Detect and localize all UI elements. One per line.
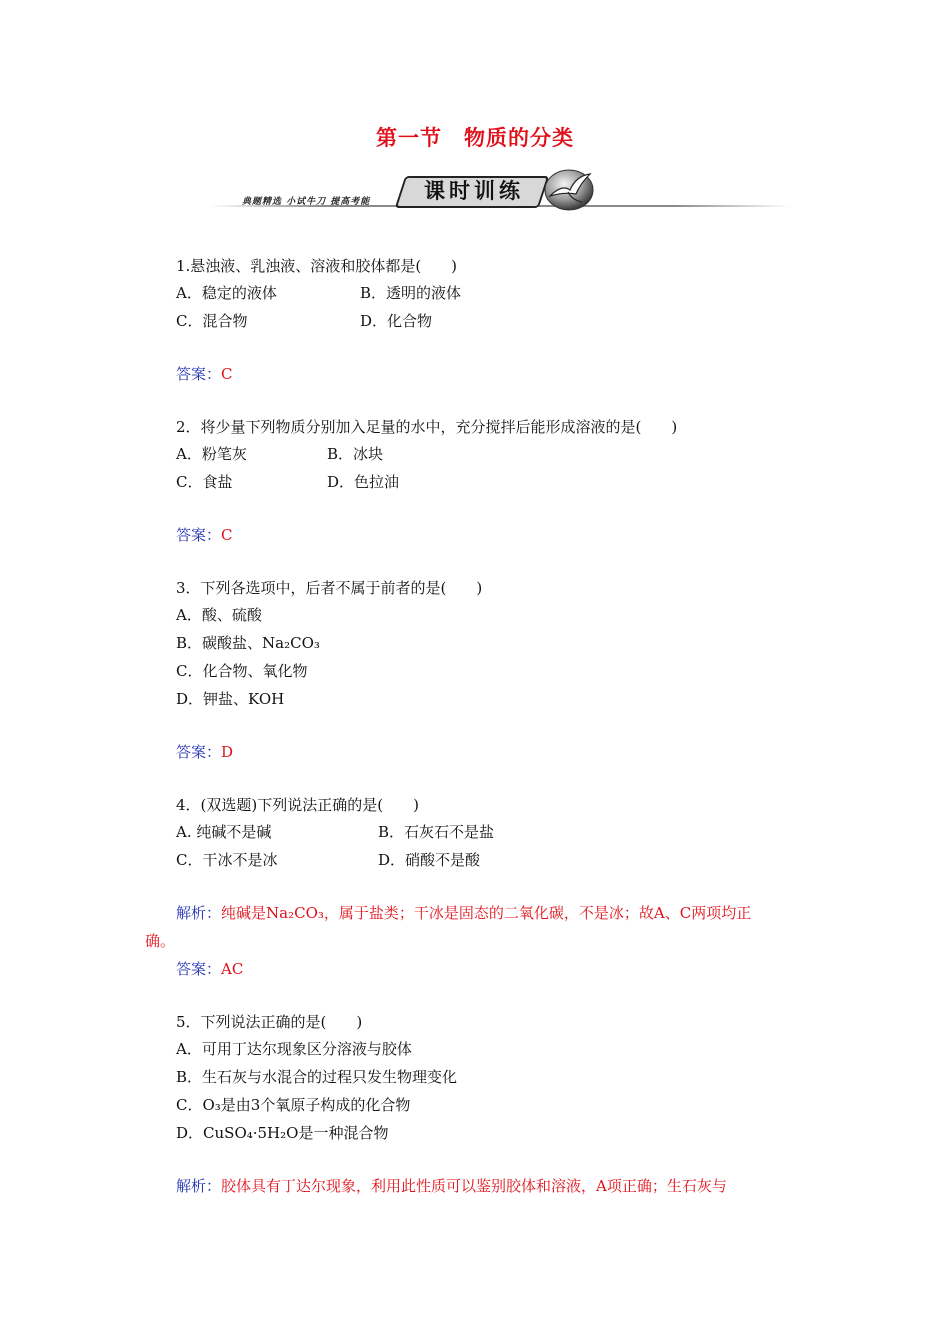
- bird-emblem-icon: [542, 166, 596, 212]
- section-banner: [210, 166, 800, 216]
- question-4-stem: 4．(双选题)下列说法正确的是( ): [176, 796, 419, 814]
- question-4-explanation: [176, 903, 751, 923]
- page-title: 第一节 物质的分类: [376, 126, 574, 150]
- question-2-option-b: B．冰块: [327, 445, 384, 463]
- answer-value: AC: [221, 960, 244, 978]
- answer-label: 答案：: [176, 743, 222, 761]
- question-4-explanation-cont: 确。: [145, 932, 176, 950]
- answer-label: 答案：: [176, 526, 222, 544]
- question-5-stem: 5．下列说法正确的是( ): [176, 1013, 363, 1031]
- question-3-option-d: D．钾盐、KOH: [176, 690, 285, 708]
- question-2-answer: [176, 525, 233, 545]
- question-3-option-a: A．酸、硫酸: [176, 606, 262, 624]
- question-4-answer: [176, 959, 243, 979]
- question-2-option-d: D．色拉油: [327, 473, 400, 491]
- explanation-text: 纯碱是Na₂CO₃，属于盐类；干冰是固态的二氧化碳，不是冰；故A、C两项均正: [221, 904, 752, 922]
- question-3-answer: [176, 742, 233, 762]
- question-5-option-c: C．O₃是由3个氧原子构成的化合物: [176, 1096, 411, 1114]
- question-4-option-c: C．干冰不是冰: [176, 851, 278, 869]
- question-4-option-a: A. 纯碱不是碱: [176, 823, 272, 841]
- question-1-option-d: D．化合物: [360, 312, 433, 330]
- explanation-text: 胶体具有丁达尔现象，利用此性质可以鉴别胶体和溶液，A项正确；生石灰与: [221, 1177, 727, 1195]
- question-3-stem: 3．下列各选项中，后者不属于前者的是( ): [176, 579, 483, 597]
- question-5-option-a: A．可用丁达尔现象区分溶液与胶体: [176, 1040, 412, 1058]
- banner-label: 课时训练: [424, 179, 524, 203]
- question-2-stem: 2．将少量下列物质分别加入足量的水中，充分搅拌后能形成溶液的是( ): [176, 418, 678, 436]
- question-1-answer: [176, 364, 233, 384]
- answer-value: C: [221, 365, 233, 383]
- question-5-explanation: [176, 1176, 727, 1196]
- question-1-stem: 1.悬浊液、乳浊液、溶液和胶体都是( ): [176, 257, 458, 275]
- answer-label: 答案：: [176, 960, 222, 978]
- answer-value: C: [221, 526, 233, 544]
- question-2-option-a: A．粉笔灰: [176, 445, 247, 463]
- question-1-option-b: B．透明的液体: [360, 284, 462, 302]
- banner-slogan: 典题精选 小试牛刀 提高考能: [242, 197, 371, 207]
- question-1-option-a: A．稳定的液体: [176, 284, 277, 302]
- question-4-option-b: B．石灰石不是盐: [378, 823, 495, 841]
- question-4-option-d: D．硝酸不是酸: [378, 851, 481, 869]
- question-3-option-c: C．化合物、氧化物: [176, 662, 308, 680]
- answer-label: 答案：: [176, 365, 222, 383]
- question-5-option-b: B．生石灰与水混合的过程只发生物理变化: [176, 1068, 458, 1086]
- explanation-label: 解析：: [176, 904, 222, 922]
- question-3-option-b: B．碳酸盐、Na₂CO₃: [176, 634, 320, 652]
- question-5-option-d: D．CuSO₄·5H₂O是一种混合物: [176, 1124, 389, 1142]
- answer-value: D: [221, 743, 234, 761]
- explanation-label: 解析：: [176, 1177, 222, 1195]
- question-1-option-c: C．混合物: [176, 312, 248, 330]
- question-2-option-c: C．食盐: [176, 473, 233, 491]
